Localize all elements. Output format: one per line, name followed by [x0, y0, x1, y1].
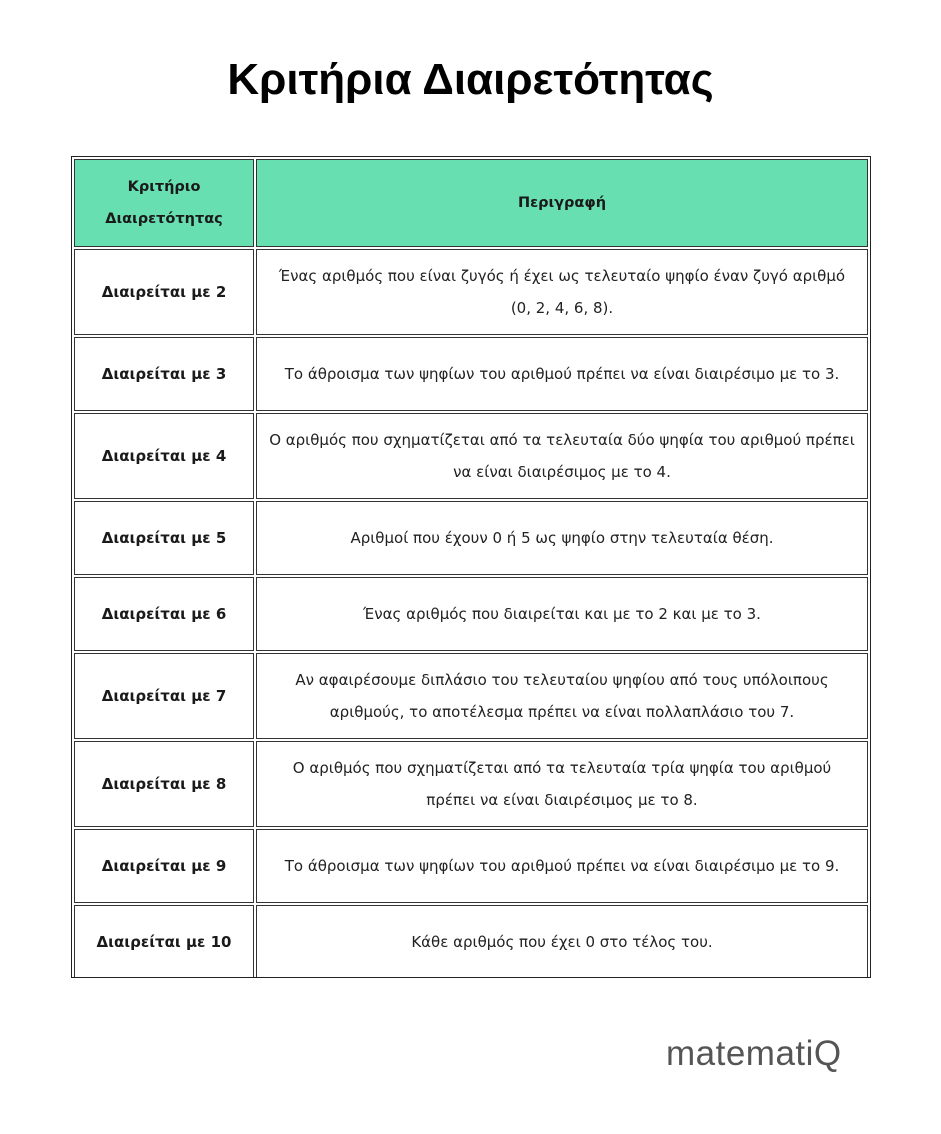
page-title: Κριτήρια Διαιρετότητας	[227, 55, 714, 104]
criterion-description: Αν αφαιρέσουμε διπλάσιο του τελευταίου ψηφίου από τους υπόλοιπους αριθμούς, το αποτέλεσμα πρέπει να είναι πολλαπλάσιο του 7.	[256, 653, 868, 739]
criterion-label: Διαιρείται με 6	[74, 577, 254, 651]
table-row	[74, 905, 868, 978]
criterion-description: Ο αριθμός που σχηματίζεται από τα τελευταία τρία ψηφία του αριθμού πρέπει να είναι διαιρέσιμος με το 8.	[256, 741, 868, 827]
criterion-description: Ο αριθμός που σχηματίζεται από τα τελευταία δύο ψηφία του αριθμού πρέπει να είναι διαιρέσιμος με το 4.	[256, 413, 868, 499]
criterion-description: Ένας αριθμός που διαιρείται και με το 2 και με το 3.	[256, 577, 868, 651]
criterion-label: Διαιρείται με 2	[74, 249, 254, 335]
criteria-table-container	[71, 156, 871, 978]
header-description: Περιγραφή	[256, 159, 868, 247]
table-row	[74, 413, 868, 499]
criteria-table	[72, 157, 870, 978]
criterion-label: Διαιρείται με 5	[74, 501, 254, 575]
table-row	[74, 741, 868, 827]
criterion-description: Κάθε αριθμός που έχει 0 στο τέλος του.	[256, 905, 868, 978]
brand-watermark: matematiQ	[666, 1034, 842, 1073]
table-row	[74, 337, 868, 411]
criterion-label: Διαιρείται με 8	[74, 741, 254, 827]
table-row	[74, 653, 868, 739]
criterion-description: Το άθροισμα των ψηφίων του αριθμού πρέπει να είναι διαιρέσιμο με το 3.	[256, 337, 868, 411]
table-header-row	[74, 159, 868, 247]
header-criterion: Κριτήριο Διαιρετότητας	[74, 159, 254, 247]
table-row	[74, 249, 868, 335]
table-row	[74, 829, 868, 903]
criterion-label: Διαιρείται με 9	[74, 829, 254, 903]
table-row	[74, 577, 868, 651]
criterion-description: Ένας αριθμός που είναι ζυγός ή έχει ως τελευταίο ψηφίο έναν ζυγό αριθμό (0, 2, 4, 6, 8).	[256, 249, 868, 335]
criterion-label: Διαιρείται με 7	[74, 653, 254, 739]
criterion-label: Διαιρείται με 10	[74, 905, 254, 978]
criterion-description: Το άθροισμα των ψηφίων του αριθμού πρέπει να είναι διαιρέσιμο με το 9.	[256, 829, 868, 903]
criterion-label: Διαιρείται με 4	[74, 413, 254, 499]
criterion-label: Διαιρείται με 3	[74, 337, 254, 411]
criterion-description: Αριθμοί που έχουν 0 ή 5 ως ψηφίο στην τελευταία θέση.	[256, 501, 868, 575]
table-row	[74, 501, 868, 575]
